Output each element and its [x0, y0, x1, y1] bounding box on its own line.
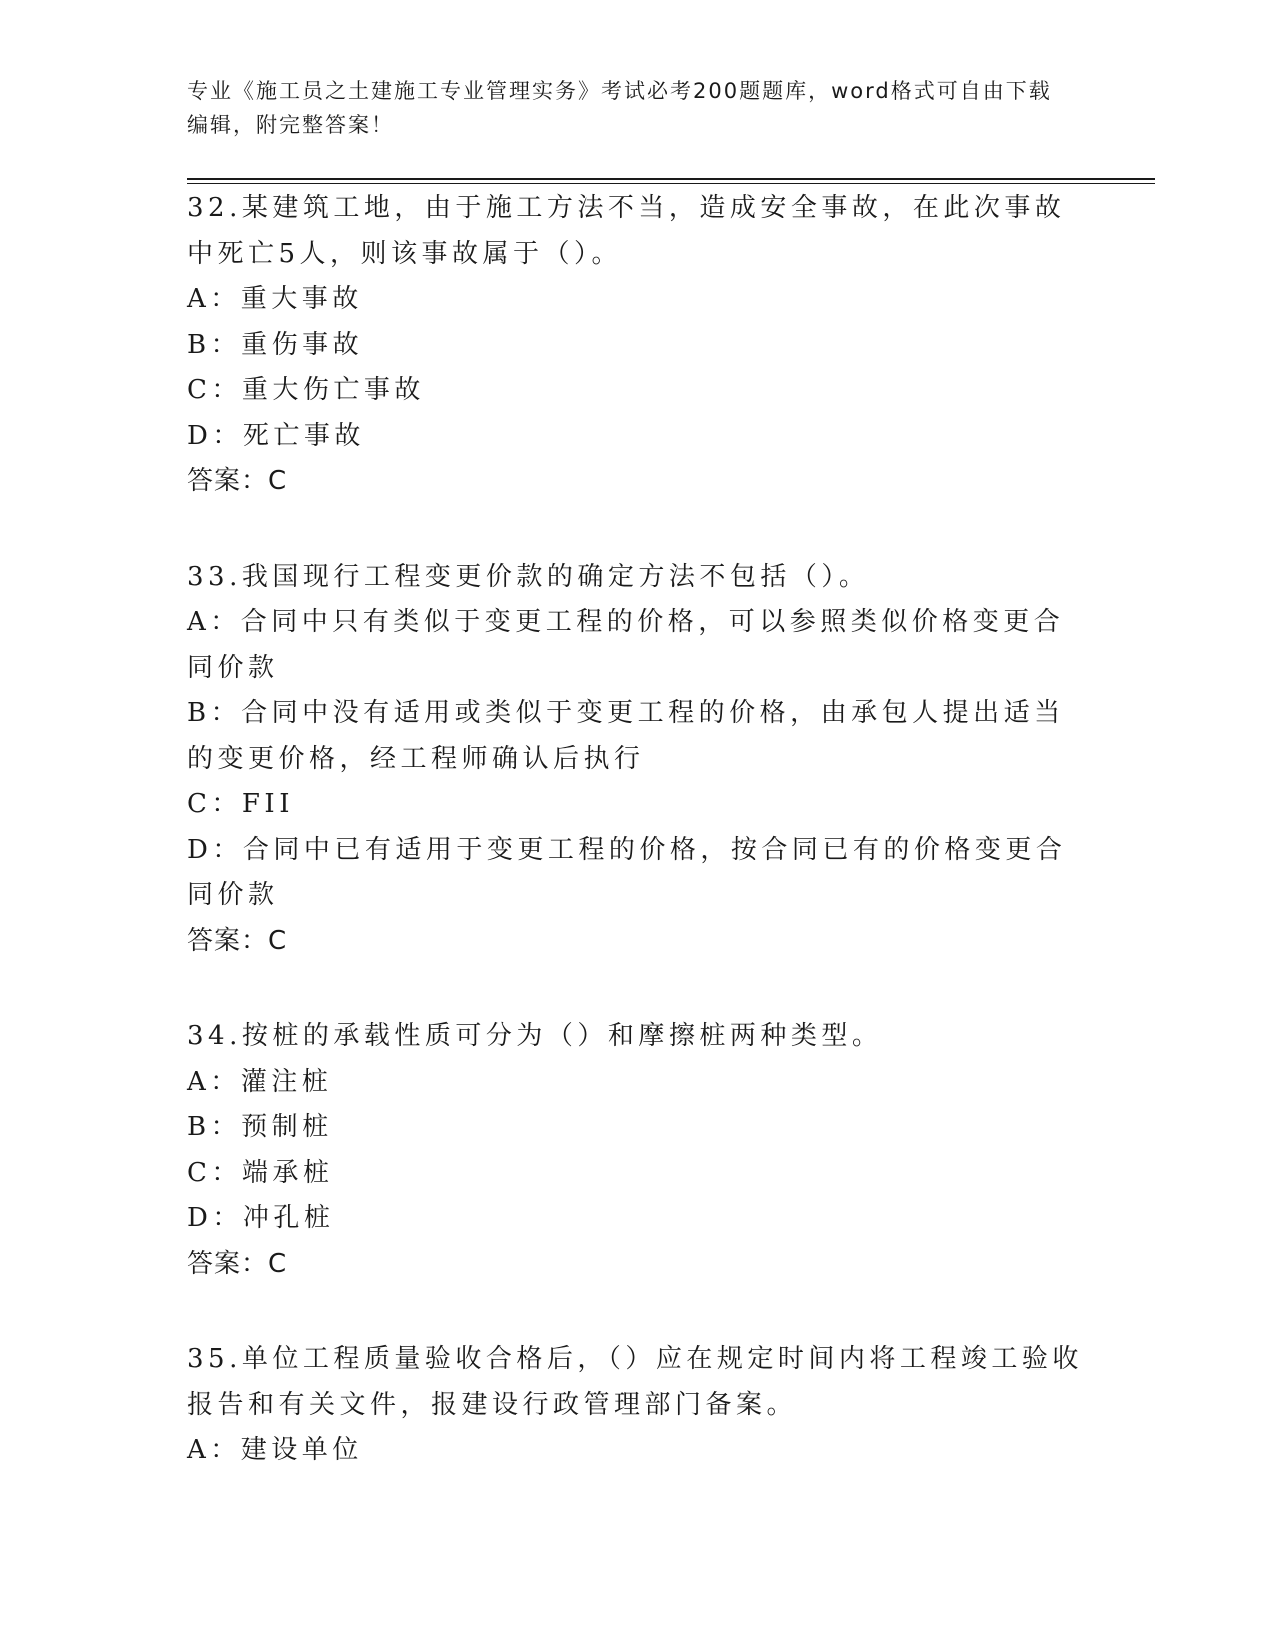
question-list: [187, 186, 1087, 1524]
document-header: 专业《施工员之土建施工专业管理实务》考试必考200题题库，word格式可自由下载编辑，附完整答案！: [187, 79, 1052, 137]
option-a: A：建设单位: [187, 1435, 363, 1465]
option-d: D：合同中已有适用于变更工程的价格，按合同已有的价格变更合同价款: [187, 834, 1067, 910]
question-33: [187, 555, 1087, 965]
option-c: C：FII: [187, 789, 294, 819]
option-a: A：灌注桩: [187, 1066, 333, 1097]
option-b: B：重伤事故: [187, 329, 364, 360]
question-stem: 32.某建筑工地，由于施工方法不当，造成安全事故，在此次事故中死亡5人，则该事故属于（）。: [187, 193, 1066, 269]
answer-line: 答案：C: [187, 925, 288, 956]
question-34: [187, 1014, 1087, 1287]
answer-line: 答案：C: [187, 1248, 288, 1279]
header-rule-thin: [187, 183, 1155, 184]
question-32: [187, 186, 1087, 505]
option-d: D：冲孔桩: [187, 1203, 335, 1233]
answer-line: 答案：C: [187, 466, 288, 496]
option-b: B：合同中没有适用或类似于变更工程的价格，由承包人提出适当的变更价格，经工程师确认后执行: [187, 698, 1065, 774]
option-c: C：重大伤亡事故: [187, 375, 425, 405]
option-b: B：预制桩: [187, 1112, 333, 1142]
question-stem: 33.我国现行工程变更价款的确定方法不包括（）。: [187, 561, 870, 592]
question-stem: 34.按桩的承载性质可分为（）和摩擦桩两种类型。: [187, 1021, 883, 1051]
question-stem: 35.单位工程质量验收合格后，（）应在规定时间内将工程竣工验收报告和有关文件，报建设行政管理部门备案。: [187, 1344, 1083, 1420]
option-d: D：死亡事故: [187, 420, 365, 451]
header-rule-thick: [187, 178, 1155, 180]
option-c: C：端承桩: [187, 1157, 334, 1188]
question-35: [187, 1337, 1087, 1474]
option-a: A：重大事故: [187, 284, 363, 314]
option-a: A：合同中只有类似于变更工程的价格，可以参照类似价格变更合同价款: [187, 607, 1065, 683]
